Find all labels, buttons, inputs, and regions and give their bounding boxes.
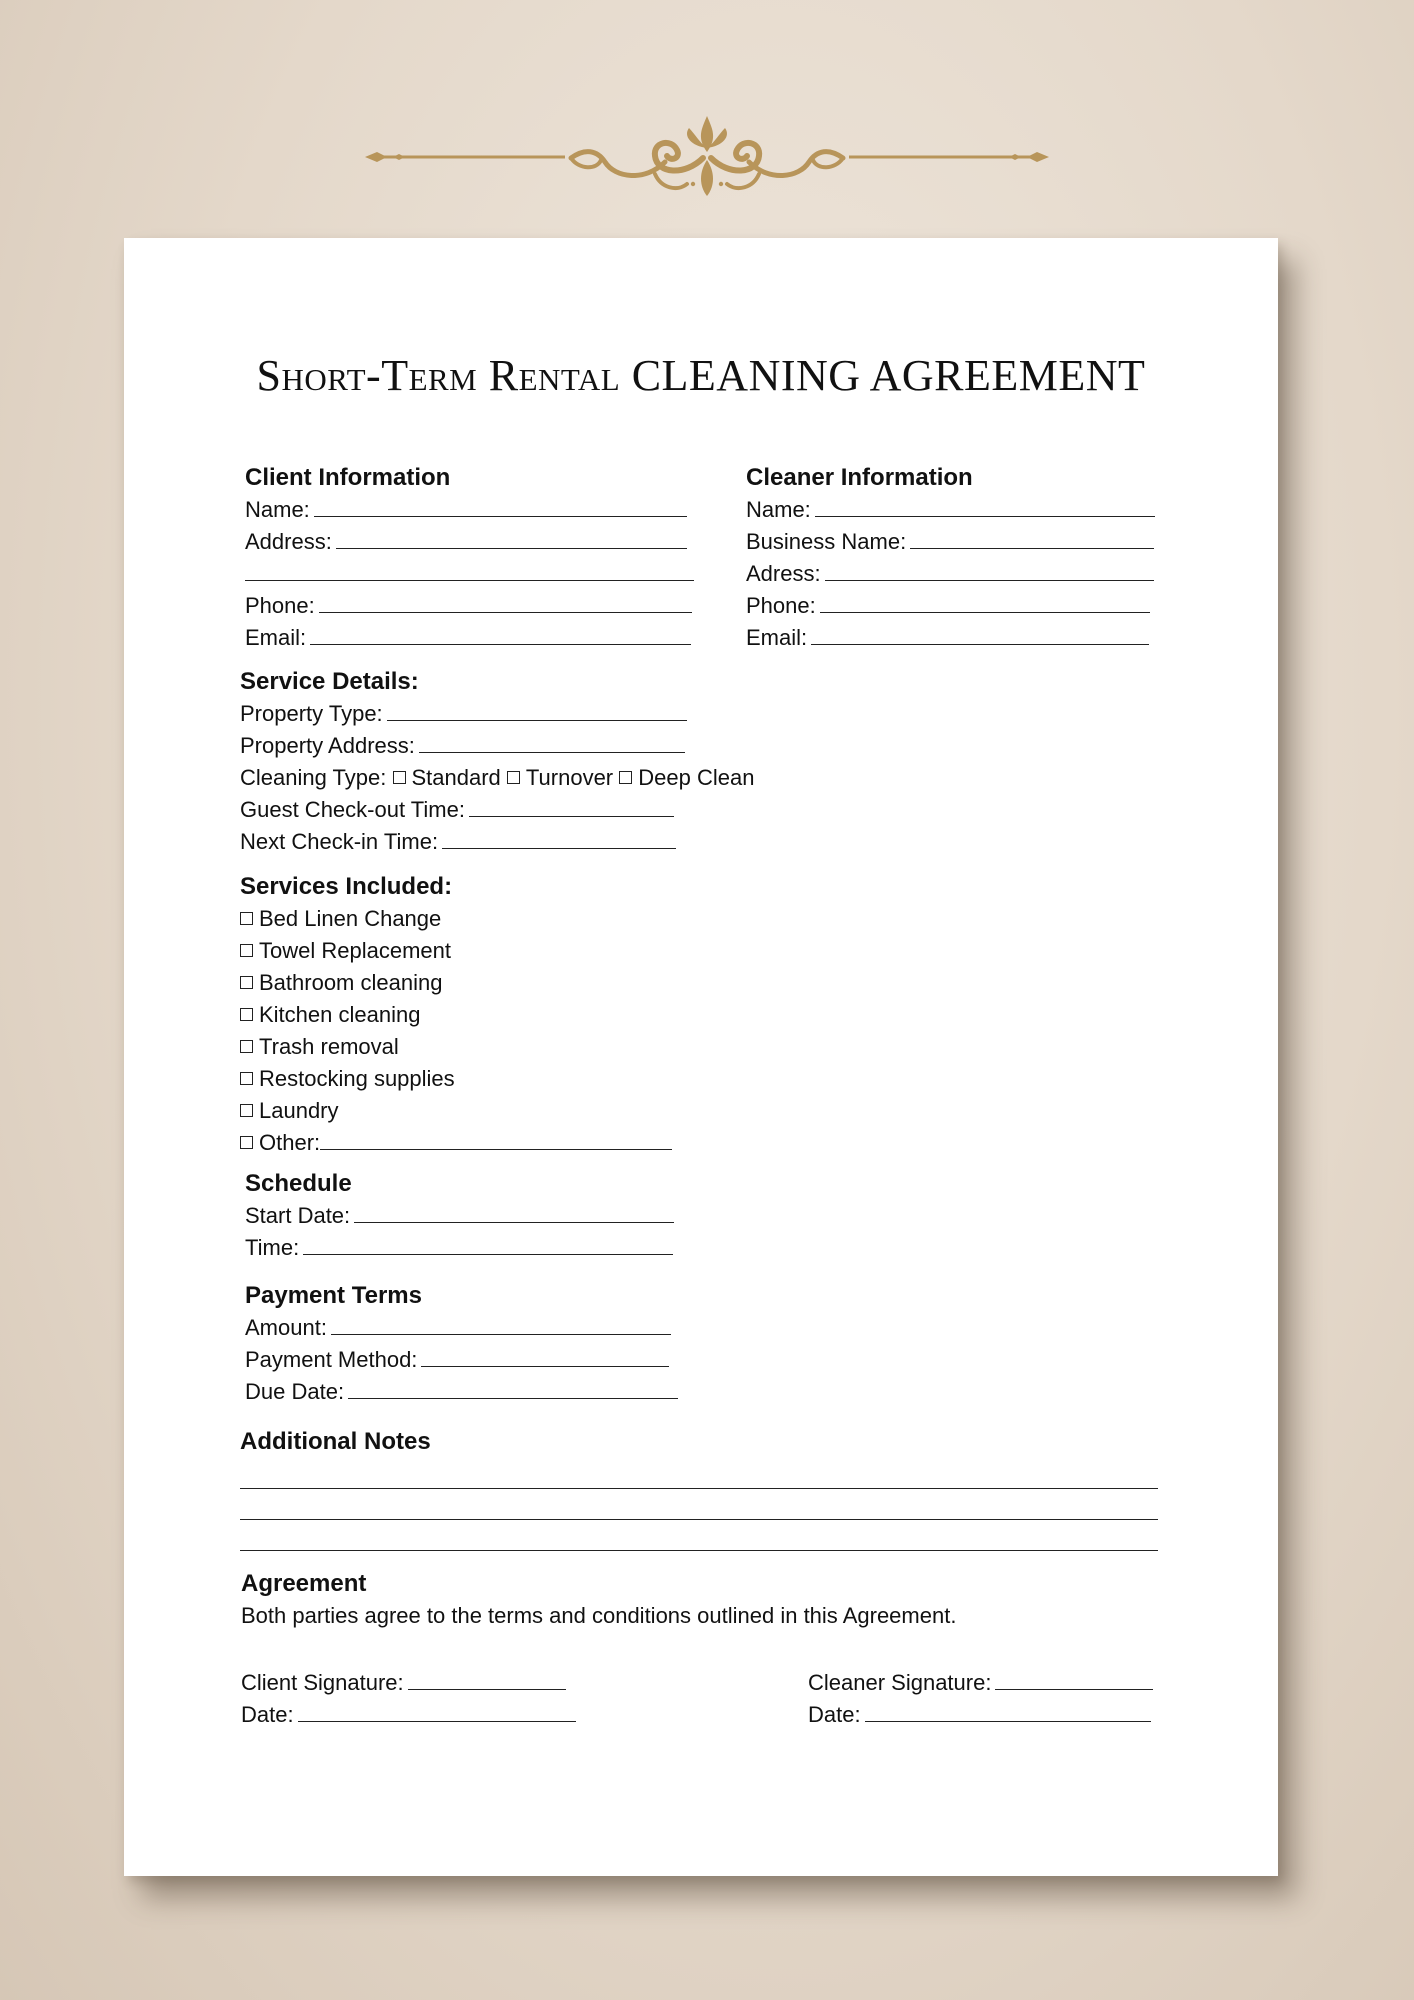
client-info-heading: Client Information: [245, 464, 451, 491]
checkbox-icon: [240, 1072, 253, 1085]
agreement-text: Both parties agree to the terms and conditions outlined in this Agreement.: [241, 1603, 957, 1628]
guest-checkout-time-field[interactable]: Guest Check-out Time:: [240, 794, 754, 826]
client-signature-field[interactable]: Client Signature:: [241, 1667, 576, 1699]
service-details-heading: Service Details:: [240, 668, 419, 695]
agreement-sheet: [124, 238, 1278, 1876]
service-item-kitchen[interactable]: Kitchen cleaning: [240, 999, 672, 1031]
property-type-field[interactable]: Property Type:: [240, 698, 754, 730]
property-address-field[interactable]: Property Address:: [240, 730, 754, 762]
cleaner-signature-block: [808, 1667, 1153, 1731]
client-phone-field[interactable]: Phone:: [245, 590, 694, 622]
service-item-restocking[interactable]: Restocking supplies: [240, 1063, 672, 1095]
service-item-towel[interactable]: Towel Replacement: [240, 935, 672, 967]
payment-method-field[interactable]: Payment Method:: [245, 1344, 678, 1376]
agreement-section: [241, 1568, 956, 1632]
service-item-bathroom[interactable]: Bathroom cleaning: [240, 967, 672, 999]
client-name-field[interactable]: Name:: [245, 494, 694, 526]
page-title: [124, 350, 1278, 401]
payment-terms-section: [245, 1280, 678, 1408]
cleaning-option-deep-clean[interactable]: Deep Clean: [619, 765, 754, 790]
decorative-ornament: [365, 112, 1049, 202]
client-address-field[interactable]: Address:: [245, 526, 694, 558]
cleaner-date-field[interactable]: Date:: [808, 1699, 1153, 1731]
additional-notes-section: [240, 1426, 1158, 1551]
cleaner-info-heading: Cleaner Information: [746, 464, 973, 491]
services-included-heading: Services Included:: [240, 873, 453, 900]
checkbox-icon: [240, 912, 253, 925]
checkbox-icon: [619, 771, 632, 784]
notes-line-3[interactable]: [240, 1520, 1158, 1551]
service-details-section: [240, 666, 754, 858]
schedule-heading: Schedule: [245, 1170, 352, 1197]
cleaner-signature-field[interactable]: Cleaner Signature:: [808, 1667, 1153, 1699]
cleaning-option-standard[interactable]: Standard: [393, 765, 501, 790]
cleaner-phone-field[interactable]: Phone:: [746, 590, 1155, 622]
checkbox-icon: [393, 771, 406, 784]
client-email-field[interactable]: Email:: [245, 622, 694, 654]
next-checkin-time-field[interactable]: Next Check-in Time:: [240, 826, 754, 858]
service-item-bed-linen[interactable]: Bed Linen Change: [240, 903, 672, 935]
service-item-other[interactable]: Other:: [240, 1127, 672, 1159]
cleaner-name-field[interactable]: Name:: [746, 494, 1155, 526]
service-item-laundry[interactable]: Laundry: [240, 1095, 672, 1127]
cleaner-information-section: [746, 462, 1155, 654]
title-part-1: Short-Term Rental: [256, 351, 621, 400]
cleaner-address-field[interactable]: Adress:: [746, 558, 1155, 590]
checkbox-icon: [240, 1136, 253, 1149]
checkbox-icon: [240, 1040, 253, 1053]
due-date-field[interactable]: Due Date:: [245, 1376, 678, 1408]
client-date-field[interactable]: Date:: [241, 1699, 576, 1731]
services-included-section: [240, 871, 672, 1159]
cleaning-option-turnover[interactable]: Turnover: [507, 765, 613, 790]
client-signature-block: [241, 1667, 576, 1731]
checkbox-icon: [507, 771, 520, 784]
notes-line-2[interactable]: [240, 1489, 1158, 1520]
checkbox-icon: [240, 1104, 253, 1117]
cleaner-business-name-field[interactable]: Business Name:: [746, 526, 1155, 558]
client-information-section: [245, 462, 694, 654]
checkbox-icon: [240, 1008, 253, 1021]
notes-line-1[interactable]: [240, 1458, 1158, 1489]
schedule-section: [245, 1168, 674, 1264]
amount-field[interactable]: Amount:: [245, 1312, 678, 1344]
start-date-field[interactable]: Start Date:: [245, 1200, 674, 1232]
cleaner-email-field[interactable]: Email:: [746, 622, 1155, 654]
service-item-trash[interactable]: Trash removal: [240, 1031, 672, 1063]
time-field[interactable]: Time:: [245, 1232, 674, 1264]
checkbox-icon: [240, 944, 253, 957]
payment-terms-heading: Payment Terms: [245, 1282, 422, 1309]
additional-notes-heading: Additional Notes: [240, 1428, 431, 1455]
agreement-heading: Agreement: [241, 1570, 367, 1597]
cleaning-type-field: Cleaning Type: Standard Turnover Deep Clean: [240, 765, 755, 790]
checkbox-icon: [240, 976, 253, 989]
title-part-2: CLEANING AGREEMENT: [631, 351, 1146, 400]
client-address-line-2[interactable]: [245, 558, 694, 590]
